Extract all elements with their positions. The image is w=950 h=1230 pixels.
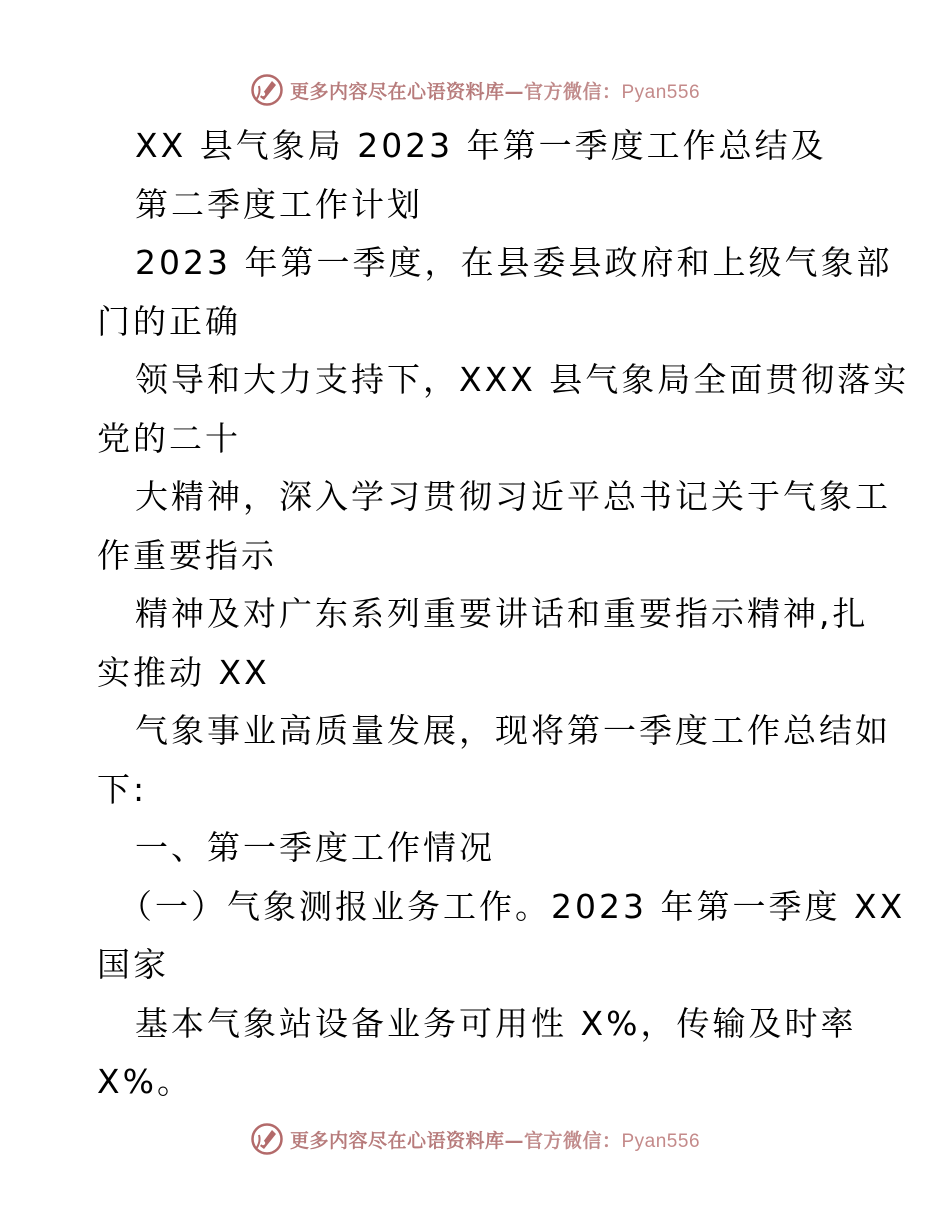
watermark-banner-top (0, 70, 950, 110)
paragraph-line: 大精神，深入学习贯彻习近平总书记关于气象工 (135, 477, 891, 516)
watermark-content (250, 73, 700, 107)
watermark-banner-bottom (0, 1119, 950, 1159)
paragraph-line: 气象事业高质量发展，现将第一季度工作总结如 (135, 711, 891, 750)
document-body (97, 117, 910, 1112)
paragraph-line: 下: (97, 769, 148, 809)
watermark-text: 更多内容尽在心语资料库—官方微信：Pyan556 (289, 1129, 701, 1152)
watermark-text: 更多内容尽在心语资料库—官方微信：Pyan556 (289, 80, 701, 103)
watermark-content (250, 1122, 700, 1156)
fountain-pen-seal-icon (250, 73, 284, 107)
paragraph-line: 党的二十 (97, 418, 241, 458)
paragraph-line: 实推动 XX (97, 652, 270, 692)
paragraph-line: 国家 (97, 945, 169, 984)
paragraph-line: X%。 (97, 1062, 193, 1101)
title-line-1: XX 县气象局 2023 年第一季度工作总结及 (135, 126, 827, 165)
paragraph-line: 精神及对广东系列重要讲话和重要指示精神,扎 (135, 594, 869, 633)
paragraph-line: 领导和大力支持下，XXX 县气象局全面贯彻落实 (135, 360, 910, 399)
section-heading: 一、第一季度工作情况 (135, 828, 495, 867)
fountain-pen-seal-icon (250, 1122, 284, 1156)
paragraph-line: 作重要指示 (97, 535, 277, 575)
paragraph-line: 基本气象站设备业务可用性 X%，传输及时率 (135, 1003, 857, 1043)
paragraph-line: 门的正确 (97, 301, 241, 341)
subsection-heading-line: （一）气象测报业务工作。2023 年第一季度 XX (119, 886, 906, 926)
title-line-2: 第二季度工作计划 (135, 184, 423, 224)
paragraph-line: 2023 年第一季度，在县委县政府和上级气象部 (135, 243, 893, 282)
